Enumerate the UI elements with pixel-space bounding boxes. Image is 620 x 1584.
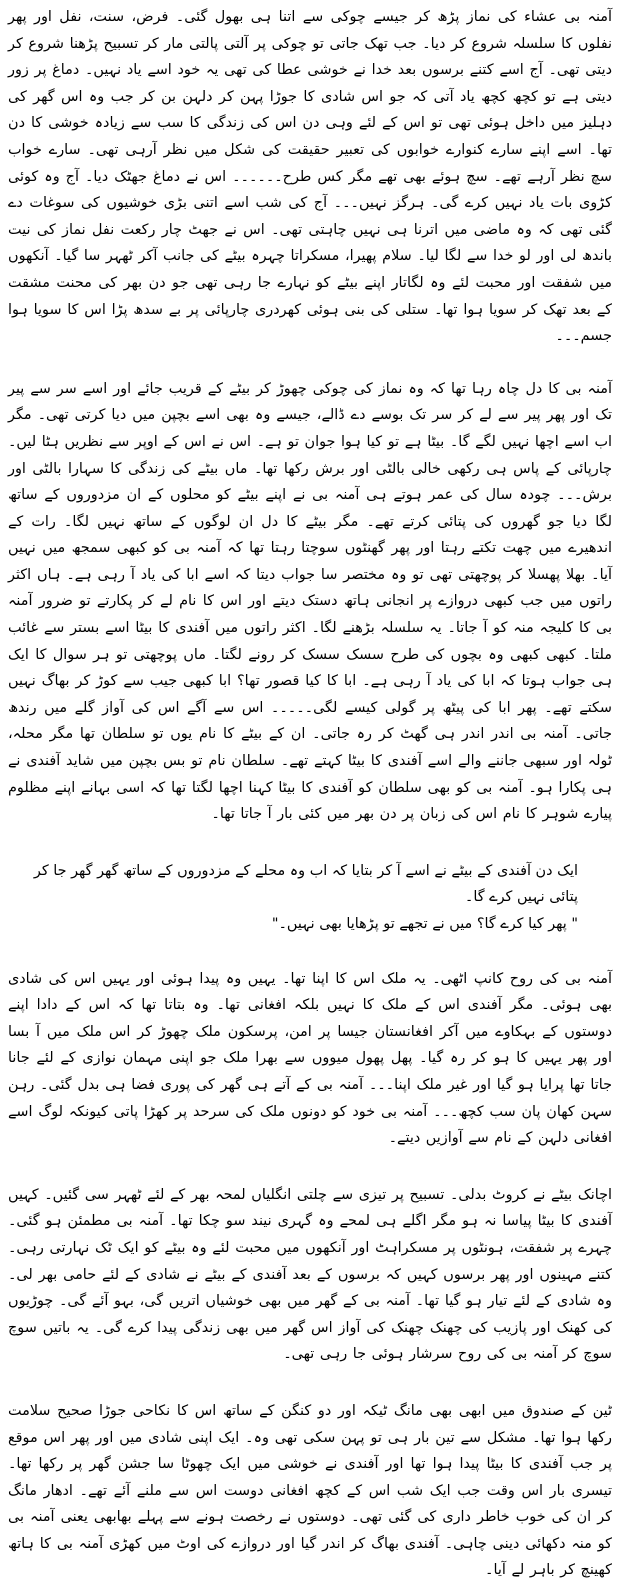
dialogue-line-1: ایک دن آفندی کے بیٹے نے اسے آ کر بتایا کہ اب وہ محلے کے مزدوروں کے ساتھ گھر گھر جا کر پتائی نہیں کرے گا۔ <box>33 862 578 906</box>
paragraph-3: آمنہ بی کی روح کانپ اٹھی۔ یہ ملک اس کا اپنا تھا۔ یہیں وہ پیدا ہوئی اور یہیں اس کی شادی بھی ہوئی۔ مگر آفندی اس کے ملک کا نہیں بلکہ افغانی تھا۔ وہ بتاتا تھا کہ اس کے دادا اپنے دوستوں کے بہکاوے میں آکر افغانستان جیسا پر امن، پرسکون ملک چھوڑ کر اس ملک میں آ بسا اور پھر یہیں کا ہو کر رہ گیا۔ پھل پھول میووں سے بھرا ملک جو اپنی مہمان نوازی کے لئے جانا جاتا تھا پرایا ہو گیا اور غیر ملک اپنا۔۔۔ آمنہ بی کے آتے ہی گھر کی پوری فضا ہی بدل گئی۔ رہن سہن کھان پان سب کچھ۔۔۔ آمنہ بی خود کو دونوں ملک کی سرحد پر کھڑا پاتی کیونکہ لوگ اسے افغانی دلہن کے نام سے آوازیں دیتے۔ <box>8 970 612 1147</box>
paragraph-1: آمنہ بی عشاء کی نماز پڑھ کر جیسے چوکی سے اتنا ہی بھول گئی۔ فرض، سنت، نفل اور پھر نفلوں کا سلسلہ شروع کر دیا۔ جب تھک جاتی تو چوکی پر آلتی پالتی مار کر تسبیح پڑھنا شروع کر دیتی تھی۔ آج اسے کتنے برسوں بعد خدا نے خوشی عطا کی تھی یہ خود اسے یاد نہیں۔ دماغ پر زور دیتی ہے تو کچھ کچھ یاد آتی کہ جو اس شادی کا جوڑا پہن کر دلہن بن کر جب وہ اس گھر کی دہلیز میں داخل ہوئی تھی تو اس کے لئے وہی دن اس کی زندگی کا سب سے زیادہ خوشی کا دن تھا۔ اسے اپنے سارے کنوارے خوابوں کی تعبیر حقیقت کی شکل میں نظر آرہی تھی۔ سارے خواب سچ نظر آرہے تھے۔ سچ ہوئے بھی تھے مگر کس طرح۔۔۔۔۔۔ اس نے دماغ جھٹک دیا۔ آج وہ کوئی کڑوی بات یاد نہیں کرے گی۔ ہرگز نہیں۔۔۔ آج کی شب اسے اتنی بڑی خوشیوں کی سوغات دے گئی تھی کہ وہ ماضی میں اترنا ہی نہیں چاہتی تھی۔ اس نے جھٹ چار رکعت نفل نماز کی نیت باندھ لی اور لو خدا سے لگا لیا۔ سلام پھیرا، مسکراتا چہرہ بیٹے کی جانب آکر ٹھہر سا گیا۔ آنکھوں میں شفقت اور محبت لئے وہ لگاتار اپنے بیٹے کو نہارے جا رہی تھی جو دن بھر کی محنت مشقت کے بعد تھک کر سویا ہوا تھا۔ ستلی کی بنی ہوئی کھردری چارپائی پر بے سدھ پڑا اس کا سویا ہوا جسم۔۔۔ <box>8 9 612 345</box>
dialogue-line-2: " پھر کیا کرے گا؟ میں نے تجھے تو پڑھایا بھی نہیں۔" <box>271 916 578 932</box>
paragraph-5: ٹین کے صندوق میں ابھی بھی مانگ ٹیکہ اور دو کنگن کے ساتھ اس کا نکاحی جوڑا صحیح سلامت رکھا ہوا تھا۔ مشکل سے تین بار ہی تو پہن سکی تھی وہ۔ ایک اپنی شادی میں اور پھر اس موقع پر جب آفندی کا بیٹا پیدا ہوا تھا اور آفندی نے خوشی میں ایک چھوٹا سا جشن گھر پر رکھا تھا۔ تیسری بار اس وقت جب ایک شب اس کے کچھ افغانی دوست اس سے ملنے آئے تھے۔ ادھار مانگ کر ان کی خوب خاطر داری کی گئی تھی۔ دوستوں نے رخصت ہونے سے پہلے بھابھی یعنی آمنہ بی کو منہ دکھائی دینی چاہی۔ آفندی بھاگ کر اندر گیا اور دروازے کی اوٹ میں کھڑی آمنہ بی کا ہاتھ کھینچ کر باہر لے آیا۔ <box>8 1402 612 1579</box>
dialogue-block <box>8 858 612 938</box>
paragraph-2: آمنہ بی کا دل چاہ رہا تھا کہ وہ نماز کی چوکی چھوڑ کر بیٹے کے قریب جائے اور اسے سر سے پیر تک اور پھر پیر سے لے کر سر تک بوسے دے ڈالے، جیسے وہ بھی اسے بچپن میں دیا کرتی تھی۔ مگر اب اسے اچھا نہیں لگے گا۔ بیٹا ہے تو کیا ہوا جوان تو ہے۔ اس نے اس کے اوپر سے نظریں ہٹا لیں۔ چارپائی کے پاس ہی رکھی خالی بالٹی اور برش رکھا تھا۔ ماں بیٹے کی زندگی کا سہارا بالٹی اور برش۔۔۔ چودہ سال کی عمر ہوتے ہی آمنہ بی نے اپنے بیٹے کو محلوں کے ان مزدوروں کے ساتھ لگا دیا جو گھروں کی پتائی کرتے تھے۔ مگر بیٹے کا دل ان لوگوں کے ساتھ نہیں لگا۔ رات کے اندھیرے میں چھت تکتے رہتا اور پھر گھنٹوں سوچتا رہتا تھا کہ آمنہ بی کو کبھی سمجھ میں نہیں آیا۔ بھلا پھسلا کر پوچھتی تھی تو وہ مختصر سا جواب دیتا کہ اسے ابا کی یاد آ رہی ہے۔ ہاں اکثر راتوں میں جب کبھی دروازے پر انجانی ہاتھ دستک دیتے اور اس کا نام لے کر پکارتے تو ضرور آمنہ بی کا کلیجہ منہ کو آ جاتا۔ یہ سلسلہ بڑھنے لگا۔ اکثر راتوں میں آفندی کا بیٹا اسے بستر سے غائب ملتا۔ کبھی کبھی وہ بچوں کی طرح سسک سسک کر رونے لگتا۔ ماں پوچھتی تو ہر سوال کا ایک ہی جواب ہوتا کہ ابا کی یاد آ رہی ہے۔ ابا کا کیا قصور تھا؟ ابا کبھی جیب سے کوڑ کر بھاگ نہیں سکتے تھے۔ پھر ابا کی پیٹھ پر گولی کیسے لگی۔۔۔۔۔ اس سے آگے اس کی آواز گلے میں رندھ جاتی۔ آمنہ بی اندر اندر ہی گھٹ کر رہ جاتی۔ ان کے بیٹے کا نام یوں تو سلطان تھا مگر محلہ، ٹولہ اور سبھی جاننے والے اسے آفندی کا بیٹا کہتے تھے۔ سلطان نام تو بس بچپن میں شاید آفندی نے ہی پکارا ہو۔ آمنہ بی کو بھی سلطان کو آفندی کا بیٹا کہنا اچھا لگتا تھا کہ اسی بہانے اپنے مظلوم پیارے شوہر کا نام اس کی زبان پر دن بھر میں کئی بار آ جاتا تھا۔ <box>8 380 612 823</box>
paragraph-4: اچانک بیٹے نے کروٹ بدلی۔ تسبیح پر تیزی سے چلتی انگلیاں لمحہ بھر کے لئے ٹھہر سی گئیں۔ کہیں آفندی کا بیٹا پیاسا نہ ہو مگر اگلے ہی لمحے وہ گہری نیند سو چکا تھا۔ آمنہ بی مطمئن ہو گئی۔ چہرے پر شفقت، ہونٹوں پر مسکراہٹ اور آنکھوں میں محبت لئے وہ بیٹے کو ایک ٹک نہارتی رہی۔ کتنے مہینوں اور پھر برسوں کہیں کہ برسوں کے بعد آفندی کے بیٹے نے شادی کے لئے حامی بھر لی۔ وہ شادی کے لئے تیار ہو گیا تھا۔ آمنہ بی کے گھر میں بھی خوشیاں اتریں گی، بہو آئے گی۔ چوڑیوں کی کھنک اور پازیب کی چھنک چھنک کی آواز اس گھر میں بھی زندگی پیدا کرے گی۔ یہ باتیں سوچ سوچ کر آمنہ بی کی روح سرشار ہوئی جا رہی تھی۔ <box>8 1186 612 1363</box>
